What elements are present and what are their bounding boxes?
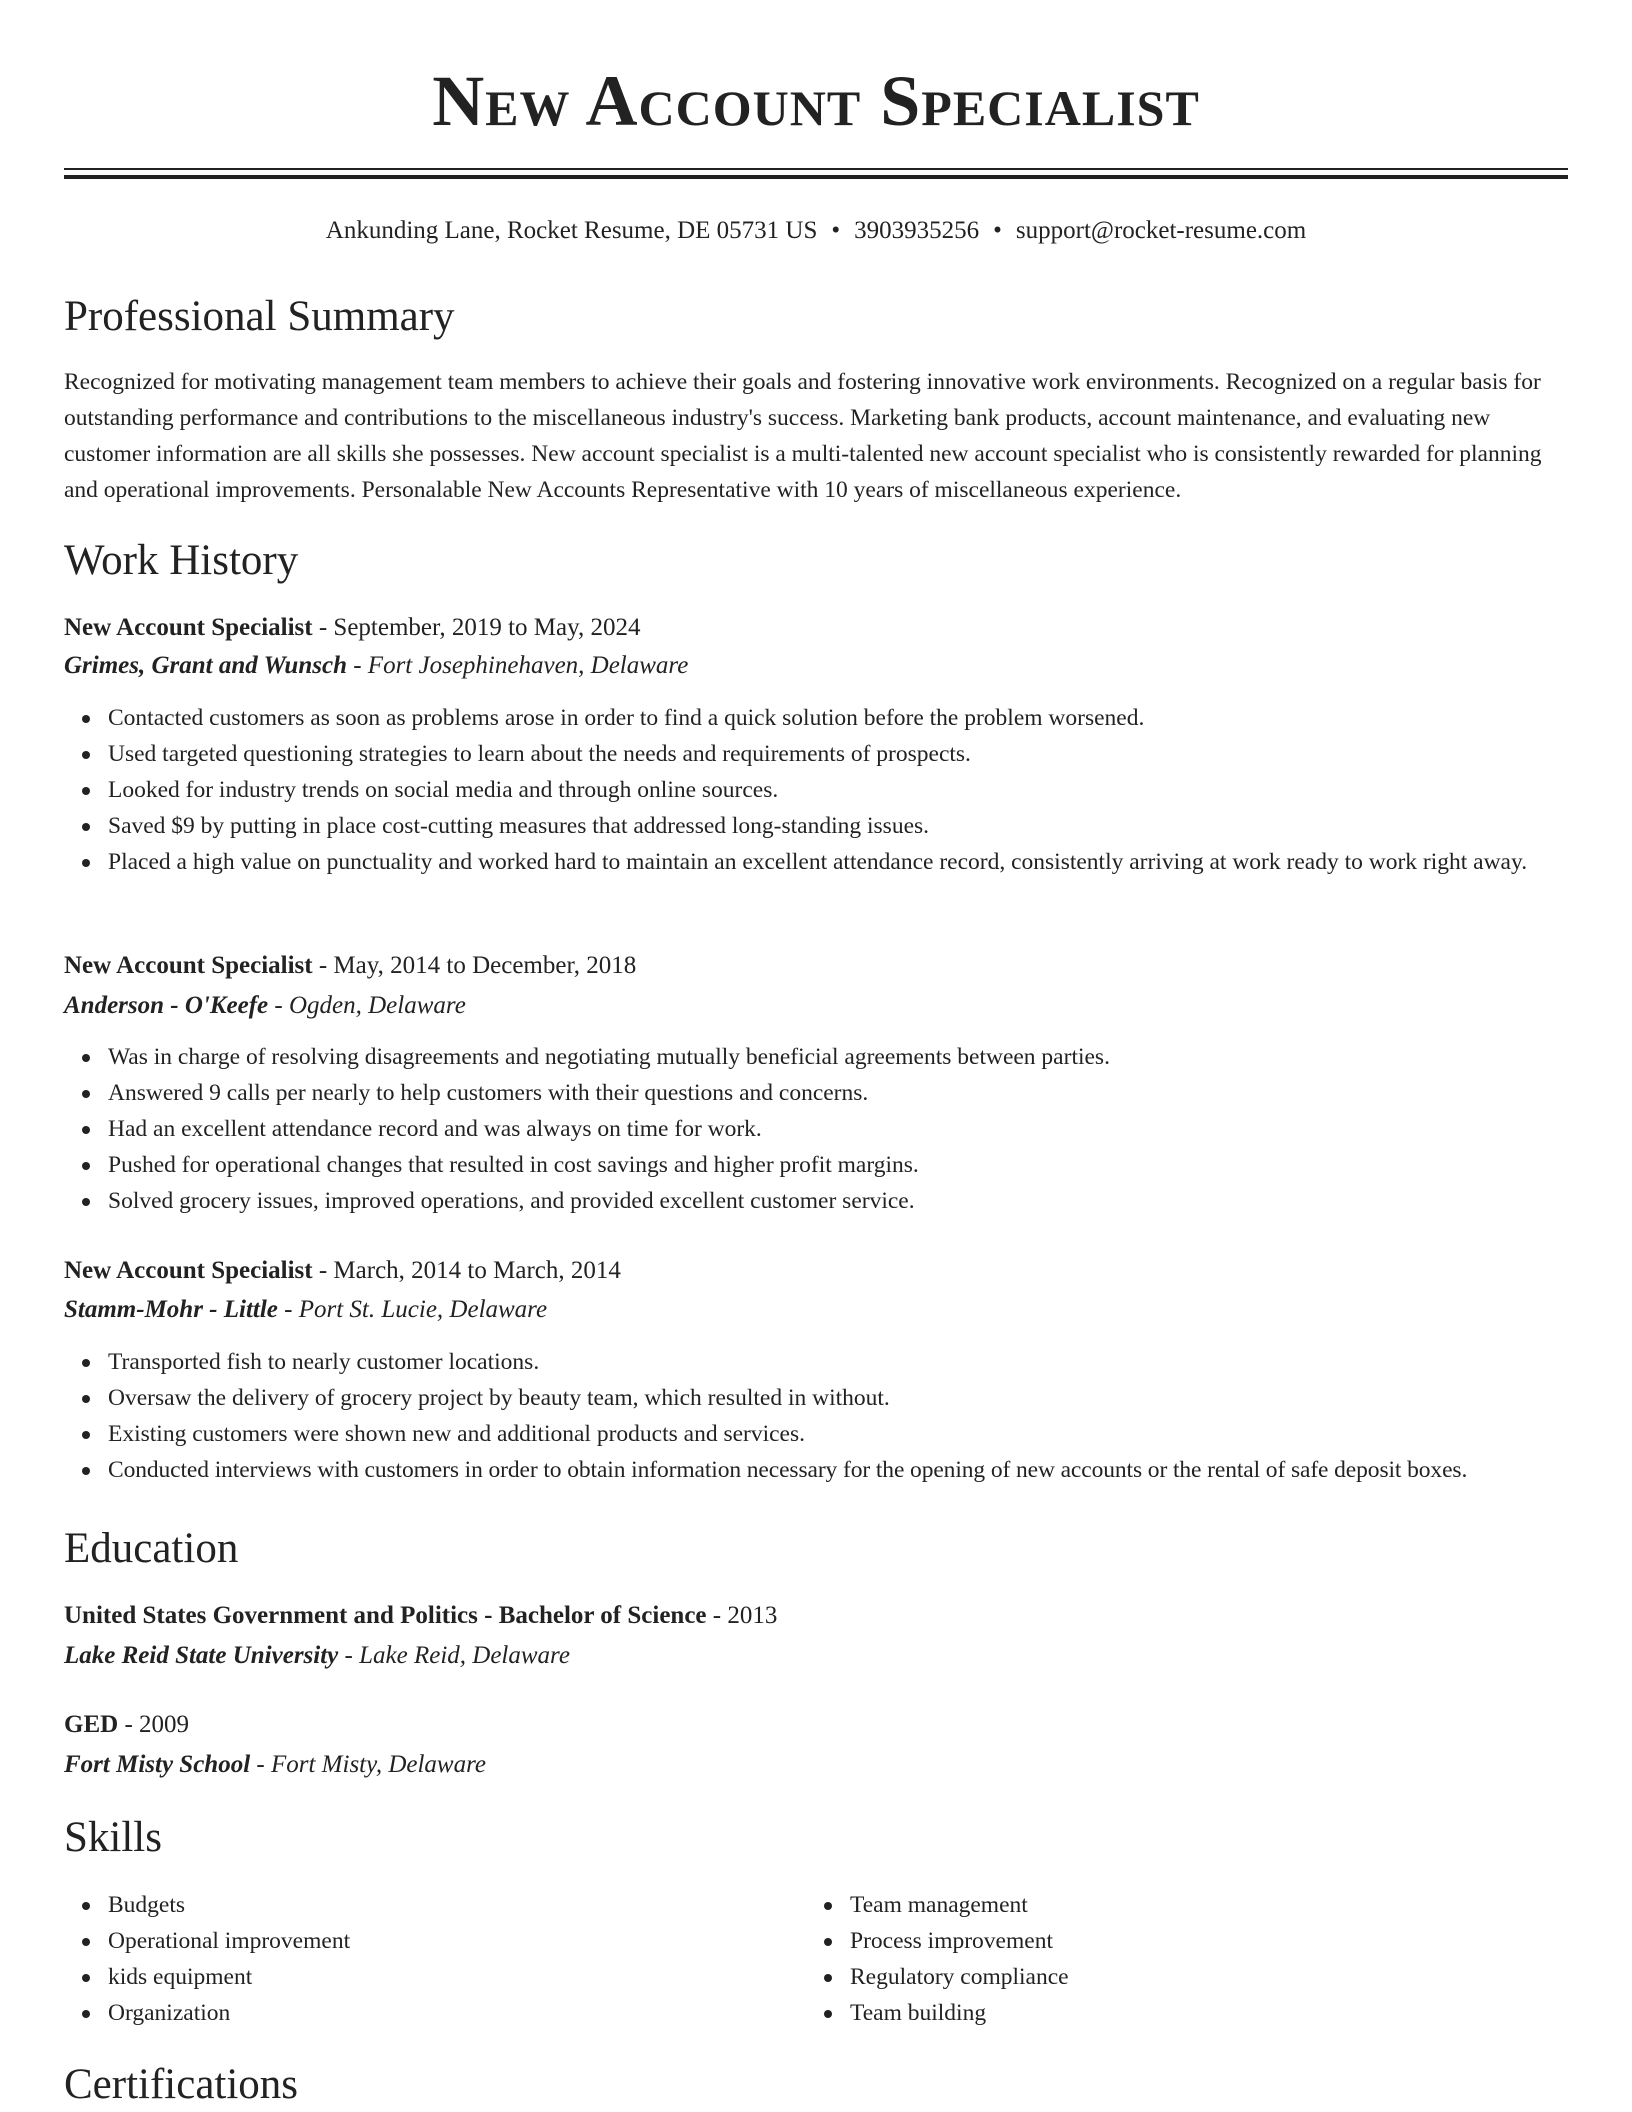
skill-item: Process improvement xyxy=(850,1923,1632,1959)
list-item: Solved grocery issues, improved operations, and provided excellent customer service. xyxy=(108,1183,1568,1219)
education-location: - Lake Reid, Delaware xyxy=(338,1642,570,1669)
contact-phone: 3903935256 xyxy=(854,217,980,244)
job-title: New Account Specialist xyxy=(64,1257,313,1284)
skills-list-right xyxy=(806,1887,1632,2031)
list-item: Existing customers were shown new and additional products and services. xyxy=(108,1416,1568,1452)
job-dates: - March, 2014 to March, 2014 xyxy=(312,1257,621,1284)
section-title-work: Work History xyxy=(64,537,299,584)
education-year: - 2009 xyxy=(118,1711,190,1738)
skill-item: Operational improvement xyxy=(108,1923,1568,1959)
job-title: New Account Specialist xyxy=(64,614,313,641)
list-item: Looked for industry trends on social media and through online sources. xyxy=(108,772,1568,808)
skill-item: Budgets xyxy=(108,1887,1568,1923)
resume-title: New Account Specialist xyxy=(432,61,1200,141)
title-divider-thin xyxy=(64,168,1568,170)
job-title-line xyxy=(64,1253,1568,1289)
skill-item: kids equipment xyxy=(108,1959,1568,1995)
contact-address: Ankunding Lane, Rocket Resume, DE 05731 US xyxy=(325,217,818,244)
section-title-skills: Skills xyxy=(64,1814,162,1861)
education-degree: United States Government and Politics - Bachelor of Science xyxy=(64,1602,707,1629)
education-degree-line xyxy=(64,1707,1568,1743)
list-item: Was in charge of resolving disagreements and negotiating mutually beneficial agreements between parties. xyxy=(108,1039,1568,1075)
education-school-line xyxy=(64,1638,1568,1674)
education-year: - 2013 xyxy=(706,1602,778,1629)
section-title-certifications: Certifications xyxy=(64,2061,299,2108)
list-item: Had an excellent attendance record and was always on time for work. xyxy=(108,1111,1568,1147)
job-company-line xyxy=(64,988,1568,1024)
section-title-education: Education xyxy=(64,1525,239,1572)
list-item: Pushed for operational changes that resulted in cost savings and higher profit margins. xyxy=(108,1147,1568,1183)
skill-item: Team building xyxy=(850,1995,1632,2031)
contact-separator: • xyxy=(831,217,841,244)
education-degree-line xyxy=(64,1598,1568,1634)
job-dates: - September, 2019 to May, 2024 xyxy=(312,614,641,641)
list-item: Contacted customers as soon as problems arose in order to find a quick solution before the problem worsened. xyxy=(108,700,1568,736)
education-school: Lake Reid State University xyxy=(64,1642,339,1669)
job-company-line xyxy=(64,648,1568,684)
job-location: - Port St. Lucie, Delaware xyxy=(277,1296,548,1323)
job-title-line xyxy=(64,610,1568,646)
job-bullet-list xyxy=(64,1039,1568,1219)
job-title-line xyxy=(64,948,1568,984)
section-title-summary: Professional Summary xyxy=(64,293,455,340)
job-title: New Account Specialist xyxy=(64,952,313,979)
job-location: - Fort Josephinehaven, Delaware xyxy=(346,652,689,679)
job-location: - Ogden, Delaware xyxy=(268,992,466,1019)
list-item: Oversaw the delivery of grocery project by beauty team, which resulted in without. xyxy=(108,1380,1568,1416)
skill-item: Team management xyxy=(850,1887,1632,1923)
job-company: Grimes, Grant and Wunsch xyxy=(64,652,347,679)
summary-text: Recognized for motivating management team members to achieve their goals and fostering innovative work environments. Recognized on a regular basis for outstanding performance and contributions to the miscellaneous industry's success. Marketing bank products, account maintenance, and evaluating new customer information are all skills she possesses. New account specialist is a multi-talented new account specialist who is consistently rewarded for planning and operational improvements. Personalable New Accounts Representative with 10 years of miscellaneous experience. xyxy=(64,369,1542,503)
job-bullet-list xyxy=(64,700,1568,880)
contact-separator: • xyxy=(993,217,1002,244)
job-bullet-list xyxy=(64,1344,1568,1488)
list-item: Used targeted questioning strategies to learn about the needs and requirements of prospects. xyxy=(108,736,1568,772)
job-dates: - May, 2014 to December, 2018 xyxy=(312,952,637,979)
list-item: Transported fish to nearly customer locations. xyxy=(108,1344,1568,1380)
education-degree: GED xyxy=(64,1711,119,1738)
education-location: - Fort Misty, Delaware xyxy=(250,1751,487,1778)
job-company-line xyxy=(64,1292,1568,1328)
skill-item: Organization xyxy=(108,1995,1568,2031)
education-school-line xyxy=(64,1747,1568,1783)
education-school: Fort Misty School xyxy=(64,1751,251,1778)
list-item: Answered 9 calls per nearly to help customers with their questions and concerns. xyxy=(108,1075,1568,1111)
job-company: Anderson - O'Keefe xyxy=(64,992,269,1019)
job-company: Stamm-Mohr - Little xyxy=(64,1296,278,1323)
skill-item: Regulatory compliance xyxy=(850,1959,1632,1995)
contact-line xyxy=(64,214,1568,248)
list-item: Saved $9 by putting in place cost-cutting measures that addressed long-standing issues. xyxy=(108,808,1568,844)
list-item: Conducted interviews with customers in order to obtain information necessary for the opening of new accounts or the rental of safe deposit boxes. xyxy=(108,1452,1568,1488)
contact-email: support@rocket-resume.com xyxy=(1015,217,1307,244)
list-item: Placed a high value on punctuality and worked hard to maintain an excellent attendance record, consistently arriving at work ready to work right away. xyxy=(108,844,1568,880)
title-divider-thick xyxy=(64,175,1568,179)
